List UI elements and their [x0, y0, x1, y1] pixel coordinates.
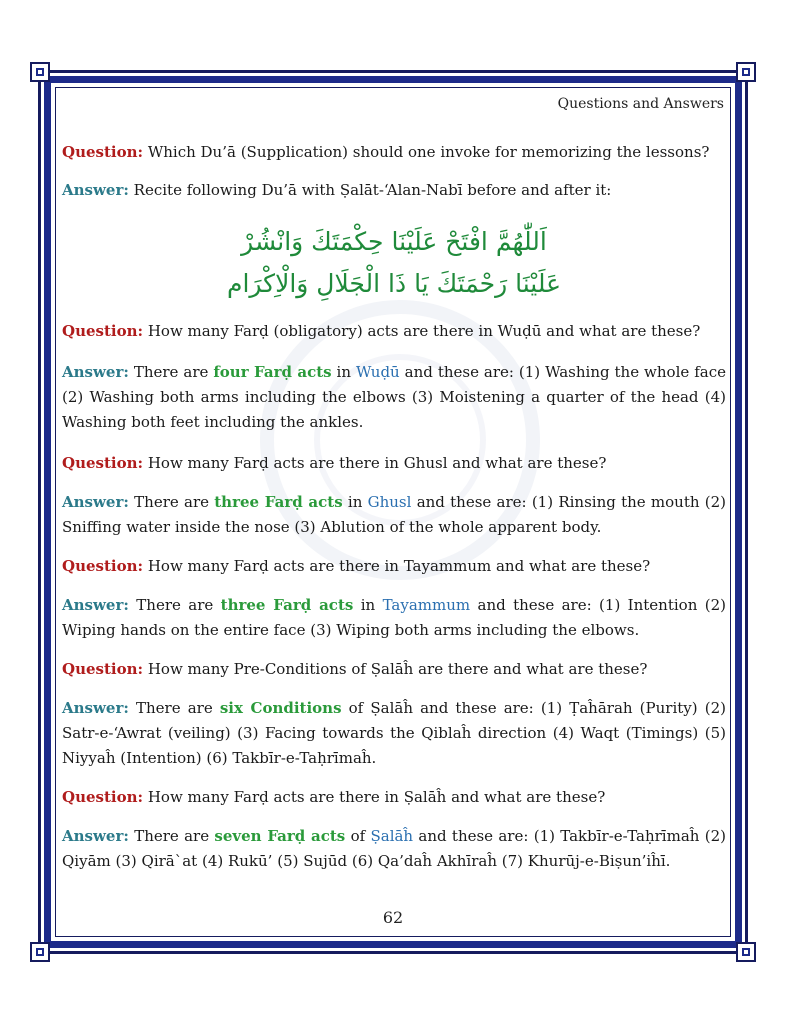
arabic-dua: [62, 221, 726, 305]
answer-label: Answer:: [62, 596, 129, 614]
question-text: How many Farḍ acts are there in Ṣalāĥ and what are these?: [147, 788, 606, 806]
answer-text-pre: There are: [134, 827, 215, 845]
answer-text-pre: There are: [136, 596, 221, 614]
answer-text-pre: There are: [133, 363, 214, 381]
answer-highlight-count: four Farḍ acts: [213, 363, 332, 381]
arabic-dua-line-2: عَلَيْنَا رَحْمَتَكَ يَا ذَا الْجَلَالِ وَالْاِكْرَام: [226, 269, 562, 298]
answer-highlight-count: three Farḍ acts: [214, 493, 343, 511]
answer-label: Answer:: [62, 699, 129, 717]
answer-highlight-term: Tayammum: [382, 596, 471, 614]
question-label: Question:: [62, 660, 144, 678]
answer-label: Answer:: [62, 363, 129, 381]
answer-highlight-count: three Farḍ acts: [220, 596, 354, 614]
question-label: Question:: [62, 322, 144, 340]
question-text: How many Pre-Conditions of Ṣalāĥ are there and what are these?: [147, 660, 648, 678]
question-4: [62, 554, 726, 579]
arabic-dua-line-1: اَللّٰهُمَّ افْتَحْ عَلَيْنَا حِكْمَتَكَ وَانْشُرْ: [241, 227, 547, 256]
answer-label: Answer:: [62, 827, 129, 845]
page-number: 62: [382, 908, 404, 927]
question-text: Which Du’ā (Supplication) should one invoke for memorizing the lessons?: [147, 143, 710, 161]
question-label: Question:: [62, 788, 144, 806]
answer-text: Recite following Du’ā with Ṣalāt-‘Alan-Nabī before and after it:: [133, 181, 612, 199]
answer-text-post: of Ṣalāĥ and these are: (1) Ṭaĥārah (Purity) (2) Satr-e-‘Awrat (veiling) (3) Facing towards the Qiblaĥ direction (4) Waqt (Timings) (5) Niyyaĥ (Intention) (6) Takbīr-e-Taḥrīmaĥ.: [62, 699, 726, 767]
answer-text-mid: in: [331, 363, 356, 381]
answer-5: [62, 696, 726, 771]
page-content: [62, 134, 726, 874]
corner-ornament-top-right: [736, 62, 756, 82]
question-label: Question:: [62, 143, 144, 161]
corner-ornament-bottom-right: [736, 942, 756, 962]
answer-highlight-count: six Conditions: [219, 699, 342, 717]
answer-text-pre: There are: [134, 493, 215, 511]
question-5: [62, 657, 726, 682]
corner-ornament-bottom-left: [30, 942, 50, 962]
answer-label: Answer:: [62, 181, 129, 199]
answer-text-mid: of: [345, 827, 371, 845]
answer-text-post: and these are: (1) Rinsing the mouth (2) Sniffing water inside the nose (3) Ablution of the whole apparent body.: [62, 493, 727, 536]
question-2: [62, 319, 726, 344]
answer-text-mid: in: [342, 493, 368, 511]
question-text: How many Farḍ acts are there in Ghusl and what are these?: [147, 454, 607, 472]
question-text: How many Farḍ acts are there in Tayammum and what are these?: [147, 557, 651, 575]
answer-highlight-term: Ghusl: [367, 493, 412, 511]
answer-2: [62, 360, 726, 435]
answer-text-post: and these are: (1) Washing the whole face (2) Washing both arms including the elbows (3) Moistening a quarter of the head (4) Washing both feet including the ankles.: [62, 363, 726, 431]
answer-label: Answer:: [62, 493, 129, 511]
running-header: Questions and Answers: [557, 96, 724, 112]
answer-1: [62, 178, 726, 203]
question-label: Question:: [62, 454, 144, 472]
question-3: [62, 451, 726, 476]
answer-4: [62, 593, 726, 643]
answer-3: [62, 490, 726, 540]
answer-text-post: and these are: (1) Intention (2) Wiping hands on the entire face (3) Wiping both arms including the elbows.: [62, 596, 726, 639]
question-1: [62, 140, 726, 165]
answer-text-pre: There are: [136, 699, 220, 717]
answer-text-post: and these are: (1) Takbīr-e-Taḥrīmaĥ (2) Qiyām (3) Qirā`at (4) Rukū’ (5) Sujūd (6) Qa’daĥ Akhīraĥ (7) Khurūj-e-Biṣun’iĥī.: [62, 827, 726, 870]
question-text: How many Farḍ (obligatory) acts are there in Wuḍū and what are these?: [147, 322, 701, 340]
answer-text-mid: in: [353, 596, 383, 614]
answer-6: [62, 824, 726, 874]
answer-highlight-term: Wuḍū: [355, 363, 400, 381]
corner-ornament-top-left: [30, 62, 50, 82]
question-6: [62, 785, 726, 810]
answer-highlight-count: seven Farḍ acts: [214, 827, 346, 845]
question-label: Question:: [62, 557, 144, 575]
answer-highlight-term: Ṣalāĥ: [370, 827, 414, 845]
